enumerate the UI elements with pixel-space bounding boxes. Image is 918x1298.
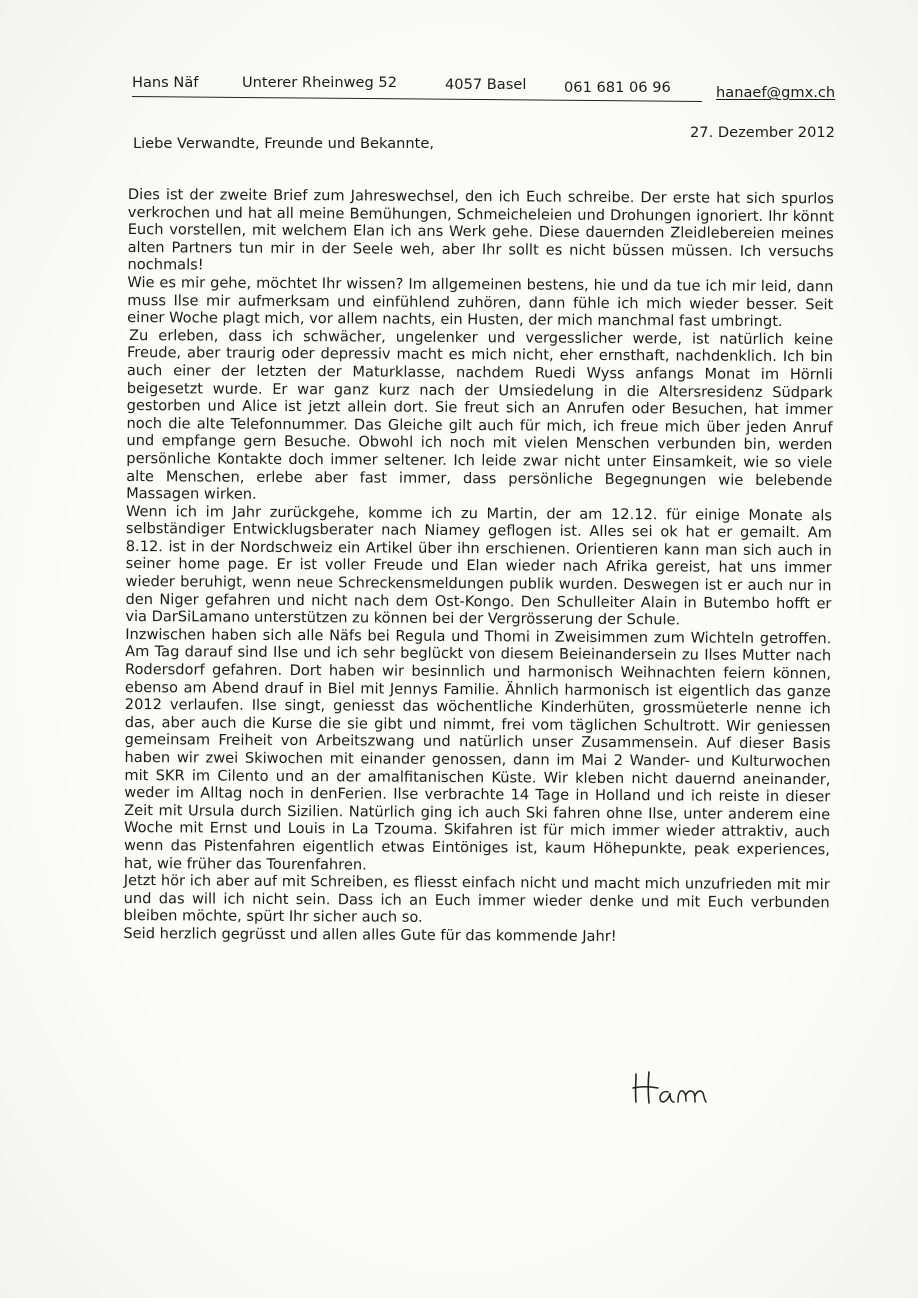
salutation: Liebe Verwandte, Freunde und Bekannte, (133, 135, 434, 152)
letter-body (123, 186, 834, 947)
bleed-through-mark (908, 18, 912, 32)
letter-date: 27. Dezember 2012 (690, 124, 835, 141)
paragraph-closing-thoughts: Jetzt hör ich aber auf mit Schreiben, es fliesst einfach nicht und macht mich unzufrieden mit mir und das will ich nicht sein. Dass ich an Euch immer wieder denke und mit Euch verbunden bleiben möchte, spürt Ihr sicher auch so. (123, 872, 830, 927)
paragraph-aging: Zu erleben, dass ich schwächer, ungelenker und vergesslicher werde, ist natürlich keine Freude, aber traurig oder depressiv macht es mich nicht, eher ernsthaft, nachdenklich. Ich bin auch einer der letzten der Maturklasse, nachdem Ruedi Wyss anfangs Monat im Hörnli beigesetzt wurde. Er war ganz kurz nach der Umsiedelung in die Altersresidenz Südpark gestorben und Alice ist jetzt allein dort. Sie freut sich an Anrufen oder Besuchen, hat immer noch die alte Telefonnummer. Das Gleiche gilt auch für mich, ich freue mich über jeden Anruf und empfange gern Besuche. Obwohl ich noch mit vielen Menschen verbunden bin, werden persönliche Kontakte doch immer seltener. Ich leide zwar nicht unter Einsamkeit, wie so viele alte Menschen, erlebe aber fast immer, dass persönliche Begegnungen wie belebende Massagen wirken. (126, 326, 834, 503)
closing-greeting: Seid herzlich gegrüsst und allen alles Gute für das kommende Jahr! (123, 924, 617, 945)
sender-name: Hans Näf (132, 74, 199, 91)
sender-phone: 061 681 06 96 (564, 79, 671, 96)
paragraph-martin: Wenn ich im Jahr zurückgehe, komme ich zu Martin, der am 12.12. für einige Monate als selbständiger Entwicklugsberater nach Niamey geflogen ist. Alles sei ok hat er gemailt. Am 8.12. ist in der Nordschweiz ein Artikel über ihn erschienen. Orientieren kann man sich auch in seiner home page. Er ist voller Freude und Elan wieder nach Afrika gereist, hat uns immer wieder beruhigt, wenn neue Schreckensmeldungen publik wurden. Deswegen ist er auch nur in den Niger gefahren und nicht nach dem Ost-Kongo. Den Schulleiter Alain in Butembo hofft er via DarSiLamano unterstützen zu können bei der Vergrösserung der Schule. (125, 502, 833, 629)
sender-city: 4057 Basel (445, 76, 527, 93)
handwritten-signature (630, 1066, 720, 1110)
sender-email: hanaef@gmx.ch (716, 84, 836, 101)
paragraph-health: Wie es mir gehe, möchtet Ihr wissen? Im allgemeinen bestens, hie und da tue ich mir leid, dann muss Ilse mir aufmerksam und einfühlend zuhören, dann fühle ich mich wieder besser. Seit einer Woche plagt mich, vor allem nachts, ein Husten, der mich manchmal fast umbringt. (127, 273, 834, 331)
sender-street: Unterer Rheinweg 52 (242, 74, 397, 91)
letterhead-rule (132, 96, 702, 102)
paragraph-intro: Dies ist der zweite Brief zum Jahreswechsel, den ich Euch schreibe. Der erste hat sich spurlos verkrochen und hat all meine Bemühungen, Schmeicheleien und Drohungen ignoriert. Ihr könnt Euch vorstellen, mit welchem Elan ich ans Werk gehe. Diese dauernden Zleidlebereien meines alten Partners tun mir in der Seele weh, aber Ihr sollt es nicht büssen müssen. Ich versuchs nochmals! (127, 186, 834, 274)
paragraph-year-review: Inzwischen haben sich alle Näfs bei Regula und Thomi in Zweisimmen zum Wichteln getroffen. Am Tag darauf sind Ilse und ich sehr beglückt von diesem Beieinandersein zu Ilses Mutter nach Rodersdorf gefahren. Dort haben wir besinnlich und harmonisch Weihnachten feiern können, ebenso am Abend drauf in Biel mit Jennys Familie. Ähnlich harmonisch ist eigentlich das ganze 2012 verlaufen. Ilse singt, geniesst das wöchentliche Kinderhüten, grossmüeterle nenne ich das, aber auch die Kurse die sie gibt und nimmt, frei vom täglichen Schultrott. Wir geniessen gemeinsam Freiheit von Arbeitszwang und natürlich unser Zusammensein. Auf dieser Basis haben wir zwei Skiwochen mit einander genossen, dann im Mai 2 Wander- und Kulturwochen mit SKR im Cilento und an der amalfitanischen Küste. Wir kleben nicht dauernd aneinander, weder im Alltag noch in denFerien. Ilse verbrachte 14 Tage in Holland und ich reiste in dieser Zeit mit Ursula durch Sizilien. Natürlich ging ich auch Ski fahren ohne Ilse, unter anderem eine Woche mit Ernst und Louis in La Tzouma. Skifahren ist für mich immer wieder attraktiv, auch wenn das Pistenfahren eigentlich etwas Eintöniges ist, kaum Höhepunkte, peak experiences, hat, wie früher das Tourenfahren. (123, 625, 832, 874)
